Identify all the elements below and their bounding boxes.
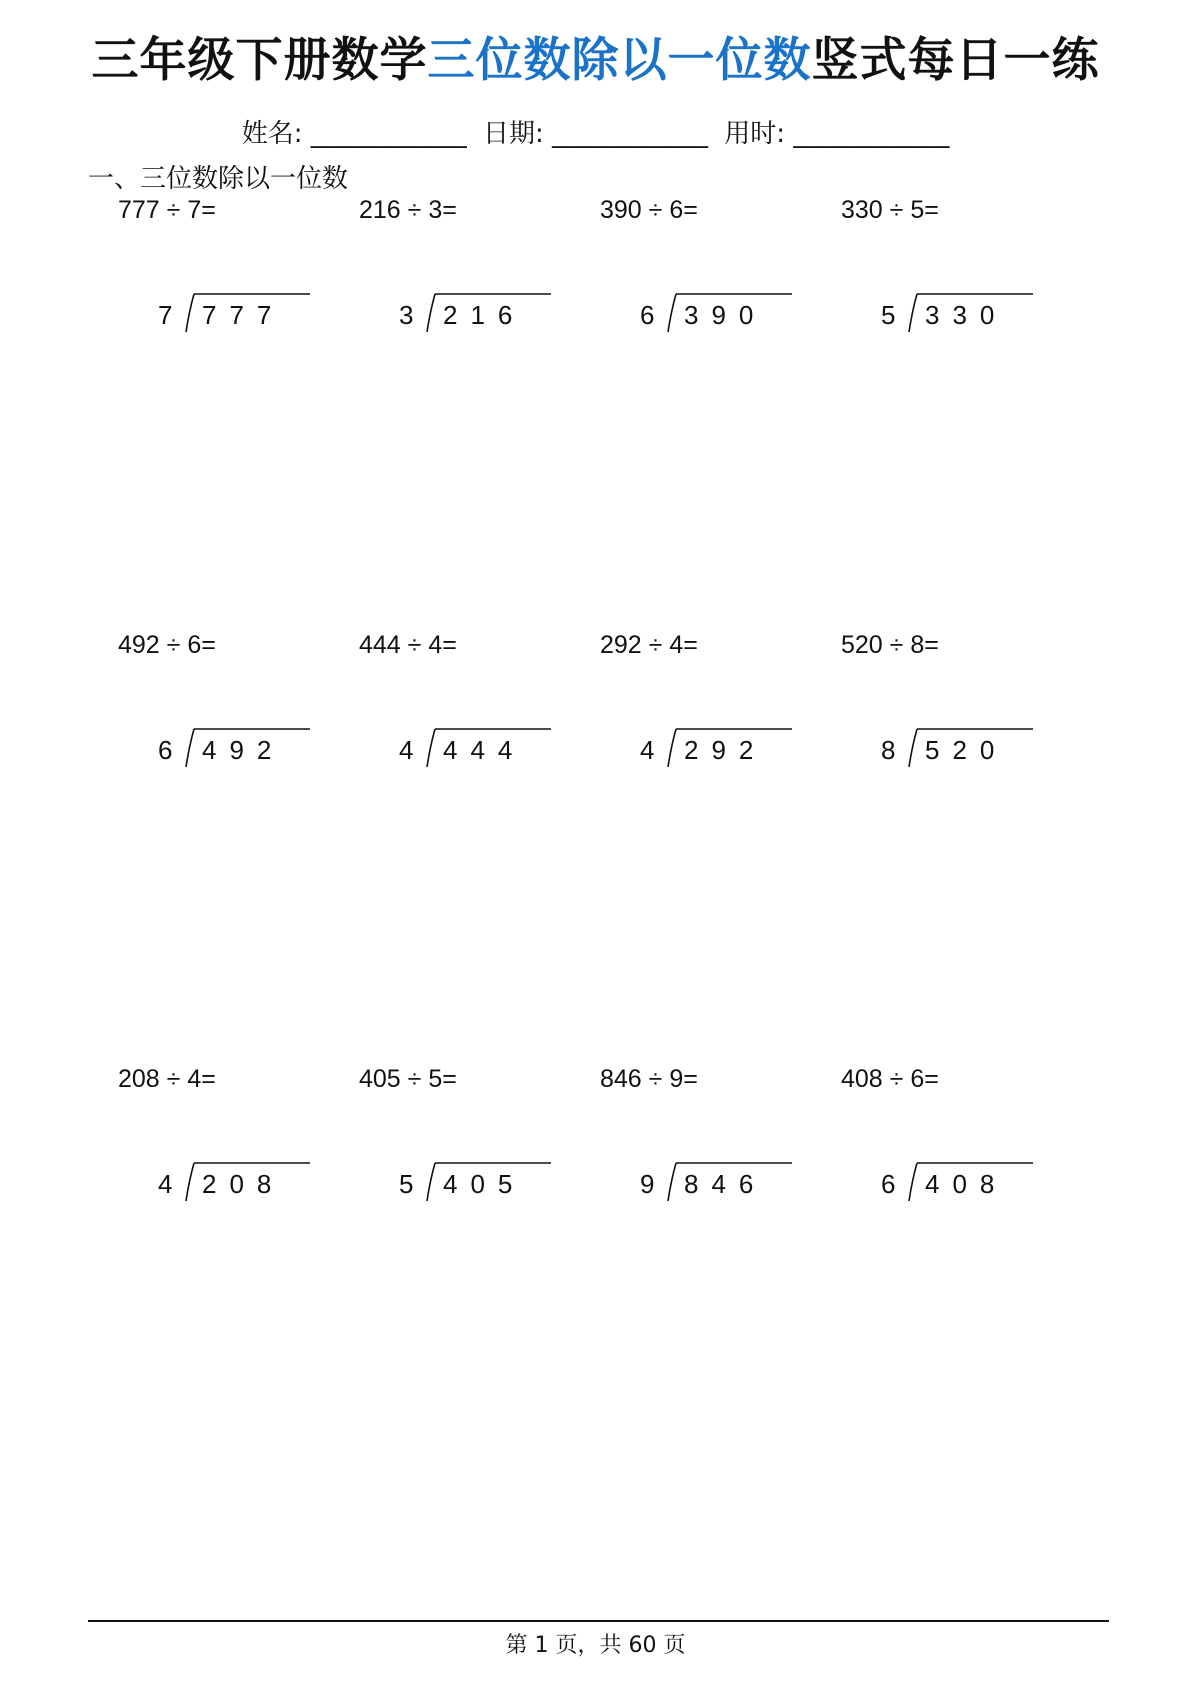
long-division-setup	[640, 723, 840, 773]
divisor: 9	[640, 1169, 655, 1199]
problem-expression: 292 ÷ 4=	[600, 631, 698, 659]
dividend: 216	[443, 300, 526, 330]
long-division-setup	[399, 723, 599, 773]
long-division-setup	[158, 1157, 358, 1207]
section-heading: 一、三位数除以一位数	[88, 164, 349, 194]
problem-expression: 492 ÷ 6=	[118, 631, 216, 659]
title-part-3: 竖式每日一练	[811, 33, 1100, 88]
footer-divider	[88, 1620, 1109, 1622]
problem-item	[118, 630, 378, 830]
problem-expression: 216 ÷ 3=	[359, 196, 457, 224]
divisor: 3	[399, 300, 414, 330]
long-division-setup	[640, 1157, 840, 1207]
name-field[interactable]	[242, 119, 467, 149]
student-info-row	[0, 118, 1191, 150]
problem-item	[359, 1064, 619, 1264]
dividend: 444	[443, 735, 526, 765]
problem-item	[118, 1064, 378, 1264]
problem-item	[600, 630, 860, 830]
long-division-setup	[399, 1157, 599, 1207]
dividend: 408	[925, 1169, 1008, 1199]
divisor: 6	[640, 300, 655, 330]
dividend: 330	[925, 300, 1008, 330]
problem-expression: 520 ÷ 8=	[841, 631, 939, 659]
divisor: 4	[158, 1169, 173, 1199]
dividend: 520	[925, 735, 1008, 765]
name-label: 姓名:	[241, 119, 303, 149]
date-blank[interactable]: ____________	[552, 119, 709, 149]
problem-item	[600, 195, 860, 395]
divisor: 6	[881, 1169, 896, 1199]
long-division-setup	[640, 288, 840, 338]
divisor: 5	[399, 1169, 414, 1199]
long-division-setup	[158, 288, 358, 338]
problem-expression: 208 ÷ 4=	[118, 1065, 216, 1093]
divisor: 4	[399, 735, 414, 765]
dividend: 846	[684, 1169, 767, 1199]
title-part-1: 三年级下册数学	[91, 33, 428, 88]
problem-item	[841, 630, 1101, 830]
problem-item	[359, 630, 619, 830]
dividend: 292	[684, 735, 767, 765]
date-label: 日期:	[482, 119, 544, 149]
long-division-setup	[158, 723, 358, 773]
long-division-setup	[399, 288, 599, 338]
problem-expression: 846 ÷ 9=	[600, 1065, 698, 1093]
problem-expression: 777 ÷ 7=	[118, 196, 216, 224]
page-title	[0, 33, 1191, 89]
divisor: 7	[158, 300, 173, 330]
divisor: 8	[881, 735, 896, 765]
divisor: 6	[158, 735, 173, 765]
long-division-setup	[881, 1157, 1081, 1207]
long-division-setup	[881, 723, 1081, 773]
problem-expression: 444 ÷ 4=	[359, 631, 457, 659]
title-highlight: 三位数除以一位数	[427, 33, 812, 88]
divisor: 4	[640, 735, 655, 765]
dividend: 208	[202, 1169, 285, 1199]
name-blank[interactable]: ____________	[310, 119, 467, 149]
problem-item	[600, 1064, 860, 1264]
dividend: 390	[684, 300, 767, 330]
divisor: 5	[881, 300, 896, 330]
dividend: 492	[202, 735, 285, 765]
problem-expression: 408 ÷ 6=	[841, 1065, 939, 1093]
problem-expression: 330 ÷ 5=	[841, 196, 939, 224]
long-division-setup	[881, 288, 1081, 338]
page-footer: 第 1 页，共 60 页	[505, 1633, 686, 1658]
time-blank[interactable]: ____________	[793, 119, 950, 149]
time-label: 用时:	[724, 119, 786, 149]
problem-item	[841, 1064, 1101, 1264]
problem-expression: 405 ÷ 5=	[359, 1065, 457, 1093]
problem-item	[118, 195, 378, 395]
problem-item	[359, 195, 619, 395]
dividend: 405	[443, 1169, 526, 1199]
time-field[interactable]	[724, 119, 949, 149]
date-field[interactable]	[483, 119, 708, 149]
dividend: 777	[202, 300, 285, 330]
problem-expression: 390 ÷ 6=	[600, 196, 698, 224]
problem-item	[841, 195, 1101, 395]
